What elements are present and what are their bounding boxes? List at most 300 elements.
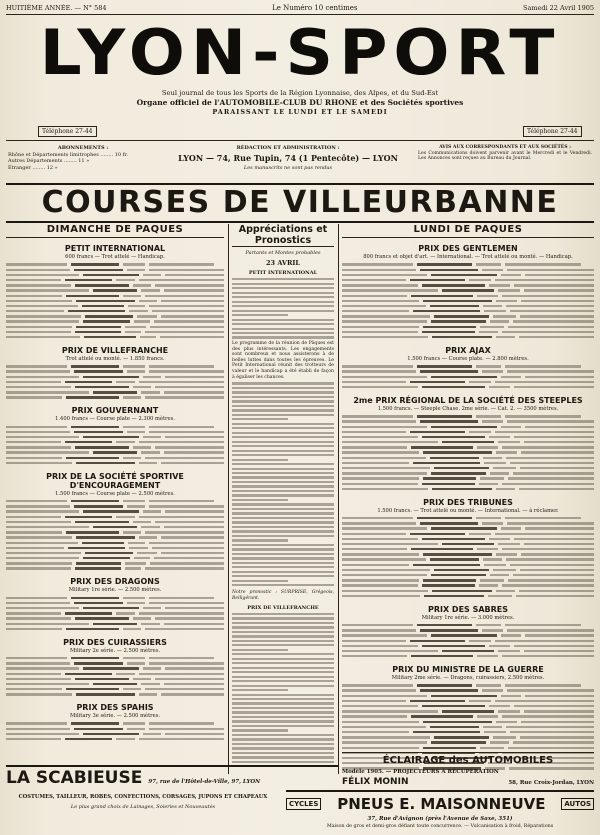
text-line-mark <box>232 756 334 758</box>
entry-text-mark <box>342 320 427 322</box>
entry-text-mark <box>145 688 224 690</box>
text-line-mark <box>232 485 334 487</box>
entry-text-mark <box>432 336 492 338</box>
entry-text-mark <box>6 657 67 659</box>
middle-column <box>232 224 334 765</box>
entry-text-mark <box>143 376 160 378</box>
entry-text-mark <box>432 590 492 592</box>
entry-text-mark <box>505 684 581 686</box>
entry-text-mark <box>6 628 62 630</box>
entry-text-mark <box>139 381 224 383</box>
text-line-mark <box>232 694 334 696</box>
entry-text-mark <box>342 564 409 566</box>
entry-text-mark <box>482 420 503 422</box>
column-divider-2 <box>338 224 339 774</box>
entry-text-mark <box>502 446 594 448</box>
entry-text-mark <box>155 386 224 388</box>
text-line-mark <box>232 571 334 573</box>
issue-date: Samedi 22 Avril 1905 <box>523 4 594 12</box>
entry-text-mark <box>483 305 502 307</box>
entry-text-mark <box>116 516 135 518</box>
entry-text-mark <box>123 263 145 265</box>
entry-text-mark <box>489 645 510 647</box>
entry-text-mark <box>75 386 129 388</box>
entry-text-mark <box>524 710 594 712</box>
entry-text-mark <box>342 584 418 586</box>
text-line-mark <box>232 454 334 456</box>
entry-text-mark <box>149 500 214 502</box>
entry-text-mark <box>152 547 224 549</box>
entry-text-mark <box>164 623 224 625</box>
phone-left: Téléphone 27-44 <box>38 126 97 137</box>
entry-text-mark <box>6 722 67 724</box>
entry-text-mark <box>502 483 594 485</box>
entry-text-mark <box>496 336 515 338</box>
entry-text-mark <box>498 543 520 545</box>
entry-text-mark <box>342 436 418 438</box>
entry-text-mark <box>134 320 150 322</box>
entry-text-mark <box>501 527 521 529</box>
entry-text-mark <box>133 617 151 619</box>
entry-text-mark <box>83 510 139 512</box>
entry-text-mark <box>489 705 510 707</box>
entry-text-mark <box>71 597 119 599</box>
text-line-mark <box>232 512 334 514</box>
entry-text-mark <box>74 602 123 604</box>
entry-text-mark <box>342 700 406 702</box>
entry-text-mark <box>133 521 151 523</box>
text-line-mark <box>232 580 288 582</box>
entry-text-mark <box>493 569 516 571</box>
ad-pneus-cycles: CYCLES <box>286 798 321 810</box>
entry-text-mark <box>493 736 516 738</box>
text-line-mark <box>232 725 334 727</box>
entry-text-mark <box>476 684 501 686</box>
race-entries <box>6 262 224 340</box>
entry-text-mark <box>74 269 123 271</box>
entry-text-mark <box>129 310 148 312</box>
entry-text-mark <box>514 705 594 707</box>
entry-text-mark <box>75 331 120 333</box>
entry-text-mark <box>508 477 594 479</box>
entry-text-mark <box>411 715 472 717</box>
entry-text-mark <box>431 426 496 428</box>
entry-text-mark <box>496 553 517 555</box>
entry-text-mark <box>489 538 510 540</box>
entry-text-mark <box>6 693 72 695</box>
entry-text-mark <box>6 662 70 664</box>
text-line-mark <box>232 418 288 420</box>
entry-text-mark <box>498 441 520 443</box>
ad-eclairage-address: 58, Rue Croix-Jordan, LYON <box>508 780 594 786</box>
entry-text-mark <box>430 726 480 728</box>
entry-text-mark <box>6 284 71 286</box>
entry-text-mark <box>342 441 438 443</box>
entry-text-mark <box>489 386 510 388</box>
entry-text-mark <box>342 624 413 626</box>
entry-text-mark <box>141 623 160 625</box>
entry-text-mark <box>469 431 491 433</box>
text-line-mark <box>232 499 288 501</box>
race-entries <box>6 364 224 400</box>
entry-text-mark <box>116 381 135 383</box>
entry-text-mark <box>6 269 70 271</box>
entry-row <box>342 335 594 340</box>
entry-text-mark <box>66 628 118 630</box>
entry-text-mark <box>496 451 517 453</box>
entry-text-mark <box>413 564 480 566</box>
subtitle-line-3: PARAISSANT LE LUNDI ET LE SAMEDI <box>212 108 388 116</box>
text-line-mark <box>232 535 334 537</box>
entry-text-mark <box>139 612 224 614</box>
entry-row <box>6 395 224 400</box>
entry-text-mark <box>422 386 485 388</box>
entry-text-mark <box>127 269 145 271</box>
entry-text-mark <box>484 310 506 312</box>
entry-text-mark <box>145 531 224 533</box>
entry-text-mark <box>65 381 112 383</box>
entry-text-mark <box>501 376 521 378</box>
entry-text-mark <box>83 557 130 559</box>
entry-text-mark <box>149 728 224 730</box>
entry-text-mark <box>152 310 224 312</box>
entry-text-mark <box>420 522 477 524</box>
entry-text-mark <box>93 391 137 393</box>
entry-text-mark <box>510 310 594 312</box>
entry-text-mark <box>506 305 594 307</box>
ad-scabieuse-name: LA SCABIEUSE <box>6 768 143 788</box>
entry-text-mark <box>6 531 62 533</box>
text-line-mark <box>232 336 334 338</box>
entry-text-mark <box>411 548 472 550</box>
entry-text-mark <box>65 516 112 518</box>
text-line-mark <box>232 292 334 294</box>
ad-scabieuse-line: COSTUMES, TAILLEUR, ROBES, CONFECTIONS, CORSAGES, JUPONS ET CHAPEAUX <box>18 794 268 800</box>
entry-text-mark <box>75 521 129 523</box>
entry-text-mark <box>484 731 506 733</box>
entry-text-mark <box>505 517 581 519</box>
entry-text-mark <box>422 645 485 647</box>
entry-text-mark <box>6 597 67 599</box>
entry-text-mark <box>125 326 146 328</box>
text-line-mark <box>232 626 334 628</box>
entry-text-mark <box>520 736 594 738</box>
race-title: PETIT INTERNATIONAL <box>64 244 166 253</box>
entry-text-mark <box>430 305 480 307</box>
middle-body-text: Le programme de la réunion de Pâques est des plus intéressants. Les engagements sont nombreux et nous assisterons à de belles luttes dans toutes les épreuves. Le Petit International réunit des trotteurs de valeur et le handicap a été établi de façon à égaliser les chances. <box>232 340 334 380</box>
entry-text-mark <box>161 300 224 302</box>
column-divider-1 <box>228 224 229 774</box>
entry-text-mark <box>501 274 521 276</box>
entry-text-mark <box>342 543 438 545</box>
entry-text-mark <box>149 597 214 599</box>
entry-text-mark <box>507 522 594 524</box>
text-line-mark <box>232 584 334 586</box>
ad-pneus-autos: AUTOS <box>561 798 594 810</box>
entry-text-mark <box>342 483 418 485</box>
entry-text-mark <box>469 381 491 383</box>
entry-text-mark <box>133 284 151 286</box>
entry-text-mark <box>127 602 145 604</box>
entry-text-mark <box>422 538 485 540</box>
text-line-mark <box>232 387 334 389</box>
entry-text-mark <box>525 274 594 276</box>
entry-text-mark <box>477 715 499 717</box>
header-rule <box>6 140 594 141</box>
entry-text-mark <box>143 510 160 512</box>
entry-text-mark <box>495 279 594 281</box>
entry-text-mark <box>524 441 594 443</box>
text-line-mark <box>232 314 288 316</box>
entry-text-mark <box>116 738 135 740</box>
entry-text-mark <box>165 733 224 735</box>
entry-text-mark <box>6 602 70 604</box>
middle-column-heading: Appréciations et Pronostics <box>232 224 334 247</box>
entry-text-mark <box>161 552 224 554</box>
entry-text-mark <box>514 538 594 540</box>
text-line-mark <box>232 301 334 303</box>
entry-text-mark <box>116 673 135 675</box>
entry-text-mark <box>342 365 413 367</box>
entry-text-mark <box>6 315 81 317</box>
entry-text-mark <box>477 655 499 657</box>
text-line-mark <box>232 635 334 637</box>
entry-text-mark <box>6 310 64 312</box>
entry-text-mark <box>145 567 224 569</box>
entry-text-mark <box>469 533 491 535</box>
entry-text-mark <box>482 522 503 524</box>
text-line-mark <box>232 548 334 550</box>
text-line-mark <box>232 761 334 763</box>
entry-text-mark <box>496 300 517 302</box>
entry-text-mark <box>164 289 224 291</box>
entry-text-mark <box>510 564 594 566</box>
main-title: COURSES DE VILLEURBANNE <box>41 185 559 220</box>
text-line-mark <box>232 391 334 393</box>
entry-text-mark <box>6 396 62 398</box>
entry-text-mark <box>65 738 112 740</box>
race-entries <box>342 364 594 390</box>
abonnements-line: Autres Départements ........ 11 » <box>8 158 90 164</box>
text-line-mark <box>232 382 334 384</box>
entry-text-mark <box>139 693 157 695</box>
entry-text-mark <box>75 284 129 286</box>
entry-text-mark <box>149 426 214 428</box>
entry-text-mark <box>6 457 62 459</box>
subtitle-line-1: Seul journal de tous les Sports de la Région Lyonnaise, des Alpes, et du Sud-Est <box>161 89 439 97</box>
entry-text-mark <box>129 547 148 549</box>
entry-text-mark <box>422 705 485 707</box>
text-line-mark <box>232 617 334 619</box>
entry-text-mark <box>434 736 489 738</box>
text-line-mark <box>232 658 334 660</box>
entry-text-mark <box>483 558 502 560</box>
text-line-mark <box>232 644 334 646</box>
text-line-mark <box>232 287 334 289</box>
ad-scabieuse <box>6 768 280 830</box>
middle-date: 23 AVRIL <box>266 259 300 267</box>
entry-text-mark <box>145 331 224 333</box>
entry-text-mark <box>493 315 516 317</box>
entry-text-mark <box>417 684 472 686</box>
race-title: PRIX DES SPAHIS <box>76 703 154 713</box>
text-line-mark <box>232 711 334 713</box>
entry-text-mark <box>514 645 594 647</box>
ad-pneus-address: 37, Rue d'Avignon (près l'Avenue de Saxe, 351) <box>367 816 513 822</box>
entry-text-mark <box>411 446 472 448</box>
entry-text-mark <box>149 263 214 265</box>
avis-text: Les Communications doivent parvenir avant le Mercredi et le Vendredi. Les Annonces sont reçues au Bureau du Journal. <box>418 150 592 162</box>
entry-text-mark <box>342 705 418 707</box>
text-line-mark <box>232 530 334 532</box>
entry-text-mark <box>479 331 499 333</box>
entry-text-mark <box>123 396 142 398</box>
text-line-mark <box>232 539 288 541</box>
entry-text-mark <box>413 310 480 312</box>
entry-text-mark <box>417 517 472 519</box>
entry-text-mark <box>410 381 465 383</box>
race-conditions: Military 2me série. — Dragons, cuirassiers, 2.500 mètres. <box>391 674 545 681</box>
entry-text-mark <box>422 331 475 333</box>
entry-text-mark <box>145 396 224 398</box>
entry-text-mark <box>342 747 419 749</box>
entry-text-mark <box>525 426 594 428</box>
entry-text-mark <box>6 500 67 502</box>
entry-text-mark <box>521 721 594 723</box>
entry-text-mark <box>434 467 489 469</box>
race-conditions: 600 francs — Trot attelé — Handicap. <box>65 254 165 260</box>
ad-eclairage-row2 <box>342 777 594 787</box>
entry-text-mark <box>342 300 419 302</box>
text-line-mark <box>232 662 334 664</box>
entry-row <box>342 385 594 390</box>
entry-text-mark <box>423 579 476 581</box>
entry-text-mark <box>143 436 160 438</box>
entry-text-mark <box>431 634 496 636</box>
text-line-mark <box>232 459 288 461</box>
entry-text-mark <box>76 300 135 302</box>
text-line-mark <box>232 521 334 523</box>
entry-text-mark <box>510 731 594 733</box>
entry-text-mark <box>496 590 515 592</box>
entry-text-mark <box>420 370 477 372</box>
entry-text-mark <box>93 683 137 685</box>
entry-text-mark <box>431 320 486 322</box>
entry-text-mark <box>432 488 492 490</box>
entry-text-mark <box>133 678 151 680</box>
ad-eclairage-title: ÉCLAIRAGE des AUTOMOBILES <box>382 755 554 766</box>
ad-pneus-name: PNEUS E. MAISONNEUVE <box>337 795 546 813</box>
entry-text-mark <box>139 300 157 302</box>
entry-text-mark <box>342 721 419 723</box>
entry-text-mark <box>85 315 133 317</box>
entry-text-mark <box>74 728 123 730</box>
entry-text-mark <box>507 689 594 691</box>
entry-text-mark <box>342 315 430 317</box>
entry-text-mark <box>476 415 501 417</box>
entry-text-mark <box>410 431 465 433</box>
text-line-mark <box>232 494 334 496</box>
text-line-mark <box>232 566 334 568</box>
top-info-line <box>6 2 594 15</box>
entry-text-mark <box>161 462 224 464</box>
text-line-mark <box>232 332 334 334</box>
entry-text-mark <box>149 657 214 659</box>
entry-text-mark <box>6 436 79 438</box>
entry-text-mark <box>6 516 61 518</box>
entry-text-mark <box>143 274 160 276</box>
entry-text-mark <box>520 315 594 317</box>
text-line-mark <box>232 476 334 478</box>
entry-text-mark <box>342 684 413 686</box>
entry-text-mark <box>65 673 112 675</box>
entry-text-mark <box>125 562 146 564</box>
entry-text-mark <box>495 700 594 702</box>
text-line-mark <box>232 423 334 425</box>
entry-text-mark <box>6 505 70 507</box>
entry-text-mark <box>342 446 407 448</box>
entry-text-mark <box>6 733 79 735</box>
entry-text-mark <box>83 320 130 322</box>
entry-text-mark <box>164 683 224 685</box>
entry-text-mark <box>143 607 160 609</box>
entry-text-mark <box>479 483 499 485</box>
entry-text-mark <box>411 295 472 297</box>
entry-text-mark <box>74 662 123 664</box>
entry-text-mark <box>155 678 224 680</box>
text-line-mark <box>232 667 334 669</box>
entry-text-mark <box>420 689 477 691</box>
entry-text-mark <box>137 552 157 554</box>
entry-text-mark <box>123 628 142 630</box>
entry-text-mark <box>65 441 112 443</box>
entry-text-mark <box>424 595 483 597</box>
entry-text-mark <box>480 326 504 328</box>
entry-text-mark <box>480 579 504 581</box>
entry-text-mark <box>116 279 135 281</box>
entry-text-mark <box>6 521 71 523</box>
entry-text-mark <box>514 436 594 438</box>
entry-text-mark <box>342 741 427 743</box>
entry-text-mark <box>123 457 142 459</box>
entry-text-mark <box>6 305 78 307</box>
text-line-mark <box>232 445 334 447</box>
entry-text-mark <box>6 510 79 512</box>
entry-text-mark <box>506 457 594 459</box>
entry-text-mark <box>155 521 224 523</box>
entry-text-mark <box>6 673 61 675</box>
entry-text-mark <box>6 526 89 528</box>
entry-text-mark <box>68 547 126 549</box>
entry-text-mark <box>423 477 476 479</box>
entry-text-mark <box>71 263 119 265</box>
entry-text-mark <box>476 517 501 519</box>
entry-text-mark <box>410 533 465 535</box>
entry-text-mark <box>123 426 145 428</box>
entry-text-mark <box>6 562 72 564</box>
entry-text-mark <box>342 710 438 712</box>
entry-text-mark <box>149 542 224 544</box>
entry-text-mark <box>477 548 499 550</box>
entry-text-mark <box>501 426 521 428</box>
text-line-mark <box>232 747 334 749</box>
entry-text-mark <box>423 747 476 749</box>
entry-text-mark <box>342 640 406 642</box>
entry-text-mark <box>502 715 594 717</box>
entry-text-mark <box>524 289 594 291</box>
text-line-mark <box>232 450 334 452</box>
entry-text-mark <box>139 516 224 518</box>
